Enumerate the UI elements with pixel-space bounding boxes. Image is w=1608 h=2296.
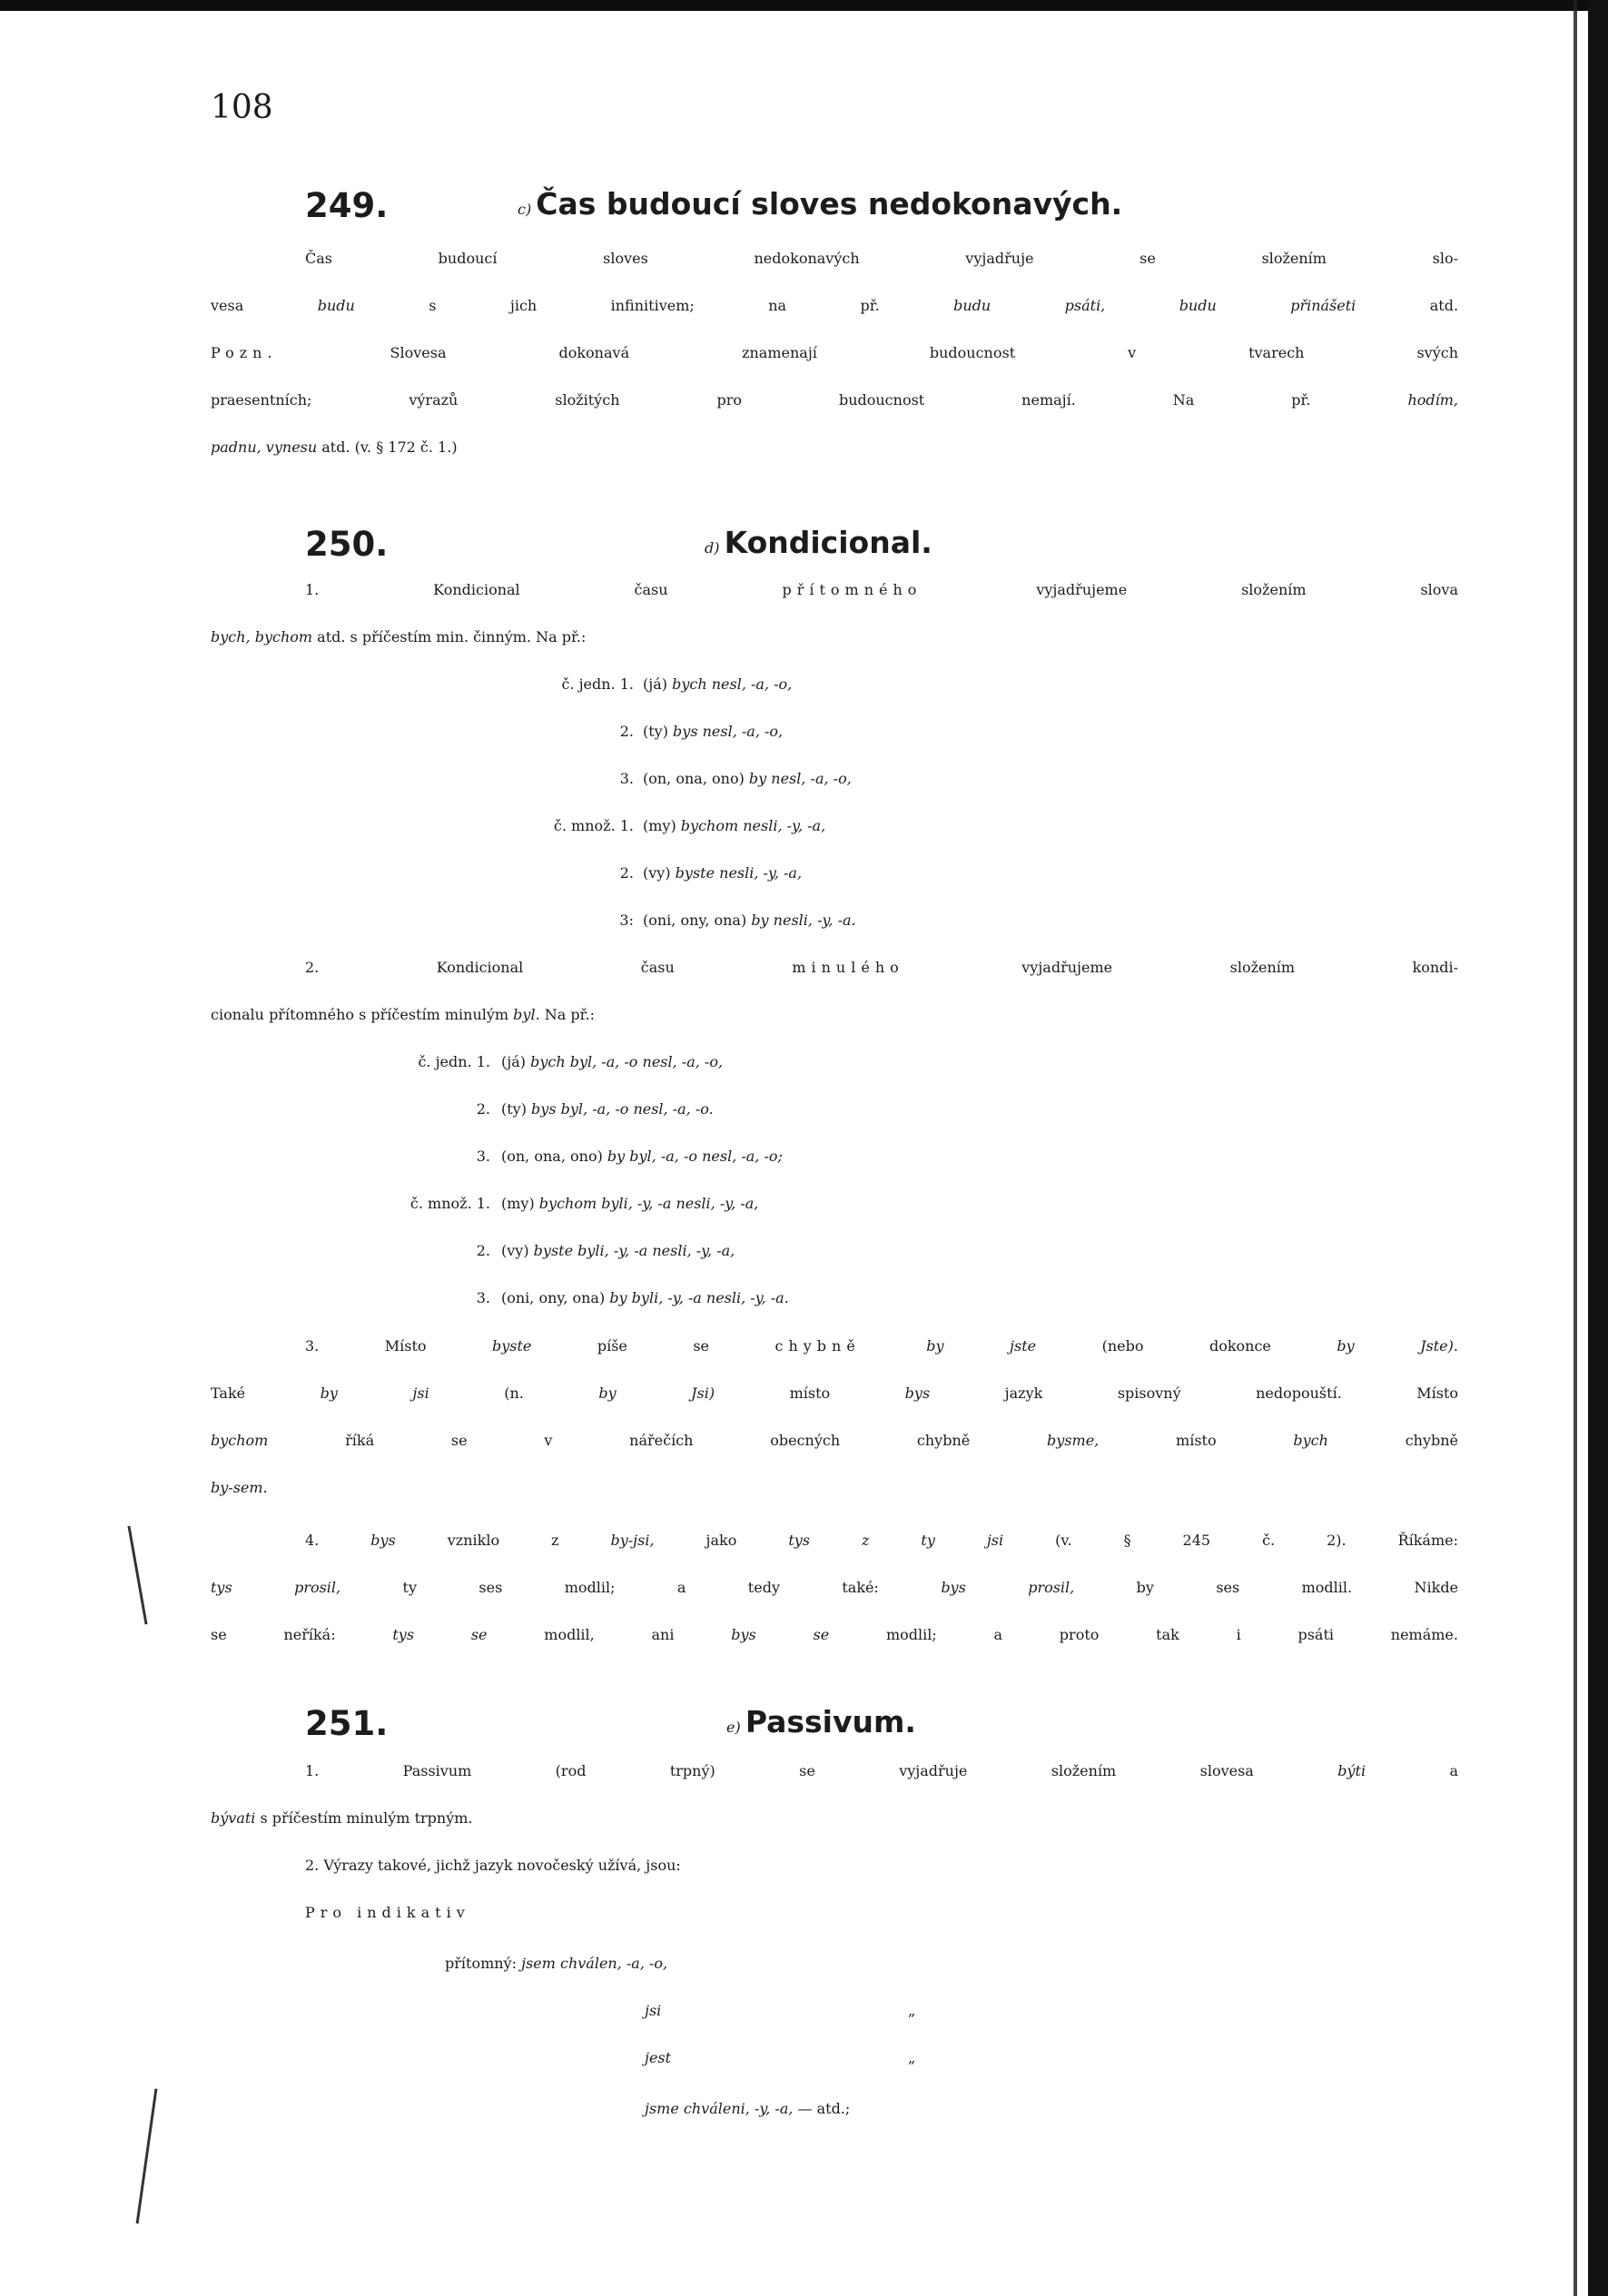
text-line: cionalu přítomného s příčestím minulým byl. Na př.: bbox=[211, 1006, 595, 1023]
text-line: tys prosil, ty ses modlil; a tedy také: bys prosil, by ses modlil. Nikde bbox=[211, 1579, 1459, 1596]
table-row-label: 3. bbox=[476, 1289, 490, 1306]
text-line: 4. bys vzniklo z by-jsi, jako tys z ty jsi (v. § 245 č. 2). Říkáme: bbox=[305, 1532, 1459, 1549]
section-number: 249. bbox=[305, 186, 389, 225]
margin-pencil-mark bbox=[136, 2089, 158, 2224]
text-line: Pro indikativ bbox=[305, 1904, 470, 1921]
table-row-label: 3: bbox=[619, 912, 634, 929]
scan-top-edge bbox=[0, 0, 1608, 11]
table-row: (my) bychom nesli, -y, -a, bbox=[643, 817, 826, 834]
ditto-mark: „ bbox=[908, 2049, 916, 2066]
text-line: se neříká: tys se modlil, ani bys se modlil; a proto tak i psáti nemáme. bbox=[211, 1626, 1458, 1643]
section-heading: e) Passivum. bbox=[726, 1704, 916, 1739]
text-line: 1. Passivum (rod trpný) se vyjadřuje složením slovesa býti a bbox=[305, 1762, 1458, 1779]
table-row: (my) bychom byli, -y, -a nesli, -y, -a, bbox=[501, 1195, 759, 1212]
text-line: Také by jsi (n. by Jsi) místo bys jazyk spisovný nedopouští. Místo bbox=[211, 1384, 1459, 1402]
table-row-label: č. jedn. 1. bbox=[418, 1053, 490, 1070]
table-row-label: 2. bbox=[476, 1242, 490, 1259]
paradigm-row: přítomný: jsem chválen, -a, -o, bbox=[445, 1955, 668, 1972]
paradigm-row: jsme chváleni, -y, -a, — atd.; bbox=[645, 2100, 851, 2117]
paradigm-row: jest bbox=[645, 2049, 672, 2066]
text-line: bych, bychom atd. s příčestím min. činným. Na př.: bbox=[211, 628, 587, 645]
table-row-label: 2. bbox=[619, 723, 634, 740]
table-row-label: 2. bbox=[619, 864, 634, 882]
paradigm-row: jsi bbox=[645, 2002, 662, 2019]
text-line: 1. Kondicional času přítomného vyjadřujeme složením slova bbox=[305, 581, 1458, 598]
table-row-label: č. množ. 1. bbox=[409, 1195, 490, 1212]
table-row: (já) bych nesl, -a, -o, bbox=[643, 675, 793, 693]
text-line: 2. Výrazy takové, jichž jazyk novočeský užívá, jsou: bbox=[305, 1857, 681, 1874]
table-row: (vy) byste byli, -y, -a nesli, -y, -a, bbox=[501, 1242, 735, 1259]
text-line: by-sem. bbox=[211, 1479, 268, 1496]
table-row-label: 3. bbox=[476, 1148, 490, 1165]
table-row: (on, ona, ono) by nesl, -a, -o, bbox=[643, 770, 852, 787]
text-line: 2. Kondicional času minulého vyjadřujeme složením kondi- bbox=[305, 959, 1458, 976]
section-number: 250. bbox=[305, 525, 389, 564]
table-row: (já) bych byl, -a, -o nesl, -a, -o, bbox=[501, 1053, 724, 1070]
page-number: 108 bbox=[211, 89, 273, 126]
text-line: vesa budu s jich infinitivem; na př. budu psáti, budu přinášeti atd. bbox=[211, 297, 1459, 314]
table-row: (oni, ony, ona) by nesli, -y, -a. bbox=[643, 912, 856, 929]
text-line: praesentních; výrazů složitých pro budoucnost nemají. Na př. hodím, bbox=[211, 391, 1458, 409]
table-row: (ty) bys nesl, -a, -o, bbox=[643, 723, 784, 740]
table-row-label: č. množ. 1. bbox=[553, 817, 634, 834]
margin-pencil-mark bbox=[127, 1526, 147, 1625]
table-row: (vy) byste nesli, -y, -a, bbox=[643, 864, 803, 882]
text-line: 3. Místo byste píše se chybně by jste (nebo dokonce by Jste). bbox=[305, 1337, 1458, 1355]
section-heading: c) Čas budoucí sloves nedokonavých. bbox=[518, 186, 1123, 222]
text-line: bychom říká se v nářečích obecných chybně bysme, místo bych chybně bbox=[211, 1432, 1459, 1449]
ditto-mark: „ bbox=[908, 2002, 916, 2019]
text-line: bývati s příčestím minulým trpným. bbox=[211, 1809, 473, 1827]
text-line: Čas budoucí sloves nedokonavých vyjadřuje se složením slo- bbox=[305, 250, 1458, 267]
text-line: padnu, vynesu atd. (v. § 172 č. 1.) bbox=[211, 439, 458, 456]
text-line: Pozn. Slovesa dokonavá znamenají budoucnost v tvarech svých bbox=[211, 344, 1458, 361]
section-heading: d) Kondicional. bbox=[705, 525, 932, 560]
table-row-label: 2. bbox=[476, 1100, 490, 1118]
table-row: (oni, ony, ona) by byli, -y, -a nesli, -y, -a. bbox=[501, 1289, 789, 1306]
table-row: (on, ona, ono) by byl, -a, -o nesl, -a, -o; bbox=[501, 1148, 783, 1165]
table-row-label: 3. bbox=[619, 770, 634, 787]
scan-right-line bbox=[1573, 0, 1577, 2296]
table-row-label: č. jedn. 1. bbox=[561, 675, 634, 693]
scan-right-edge bbox=[1588, 0, 1608, 2296]
table-row: (ty) bys byl, -a, -o nesl, -a, -o. bbox=[501, 1100, 714, 1118]
section-number: 251. bbox=[305, 1704, 389, 1743]
